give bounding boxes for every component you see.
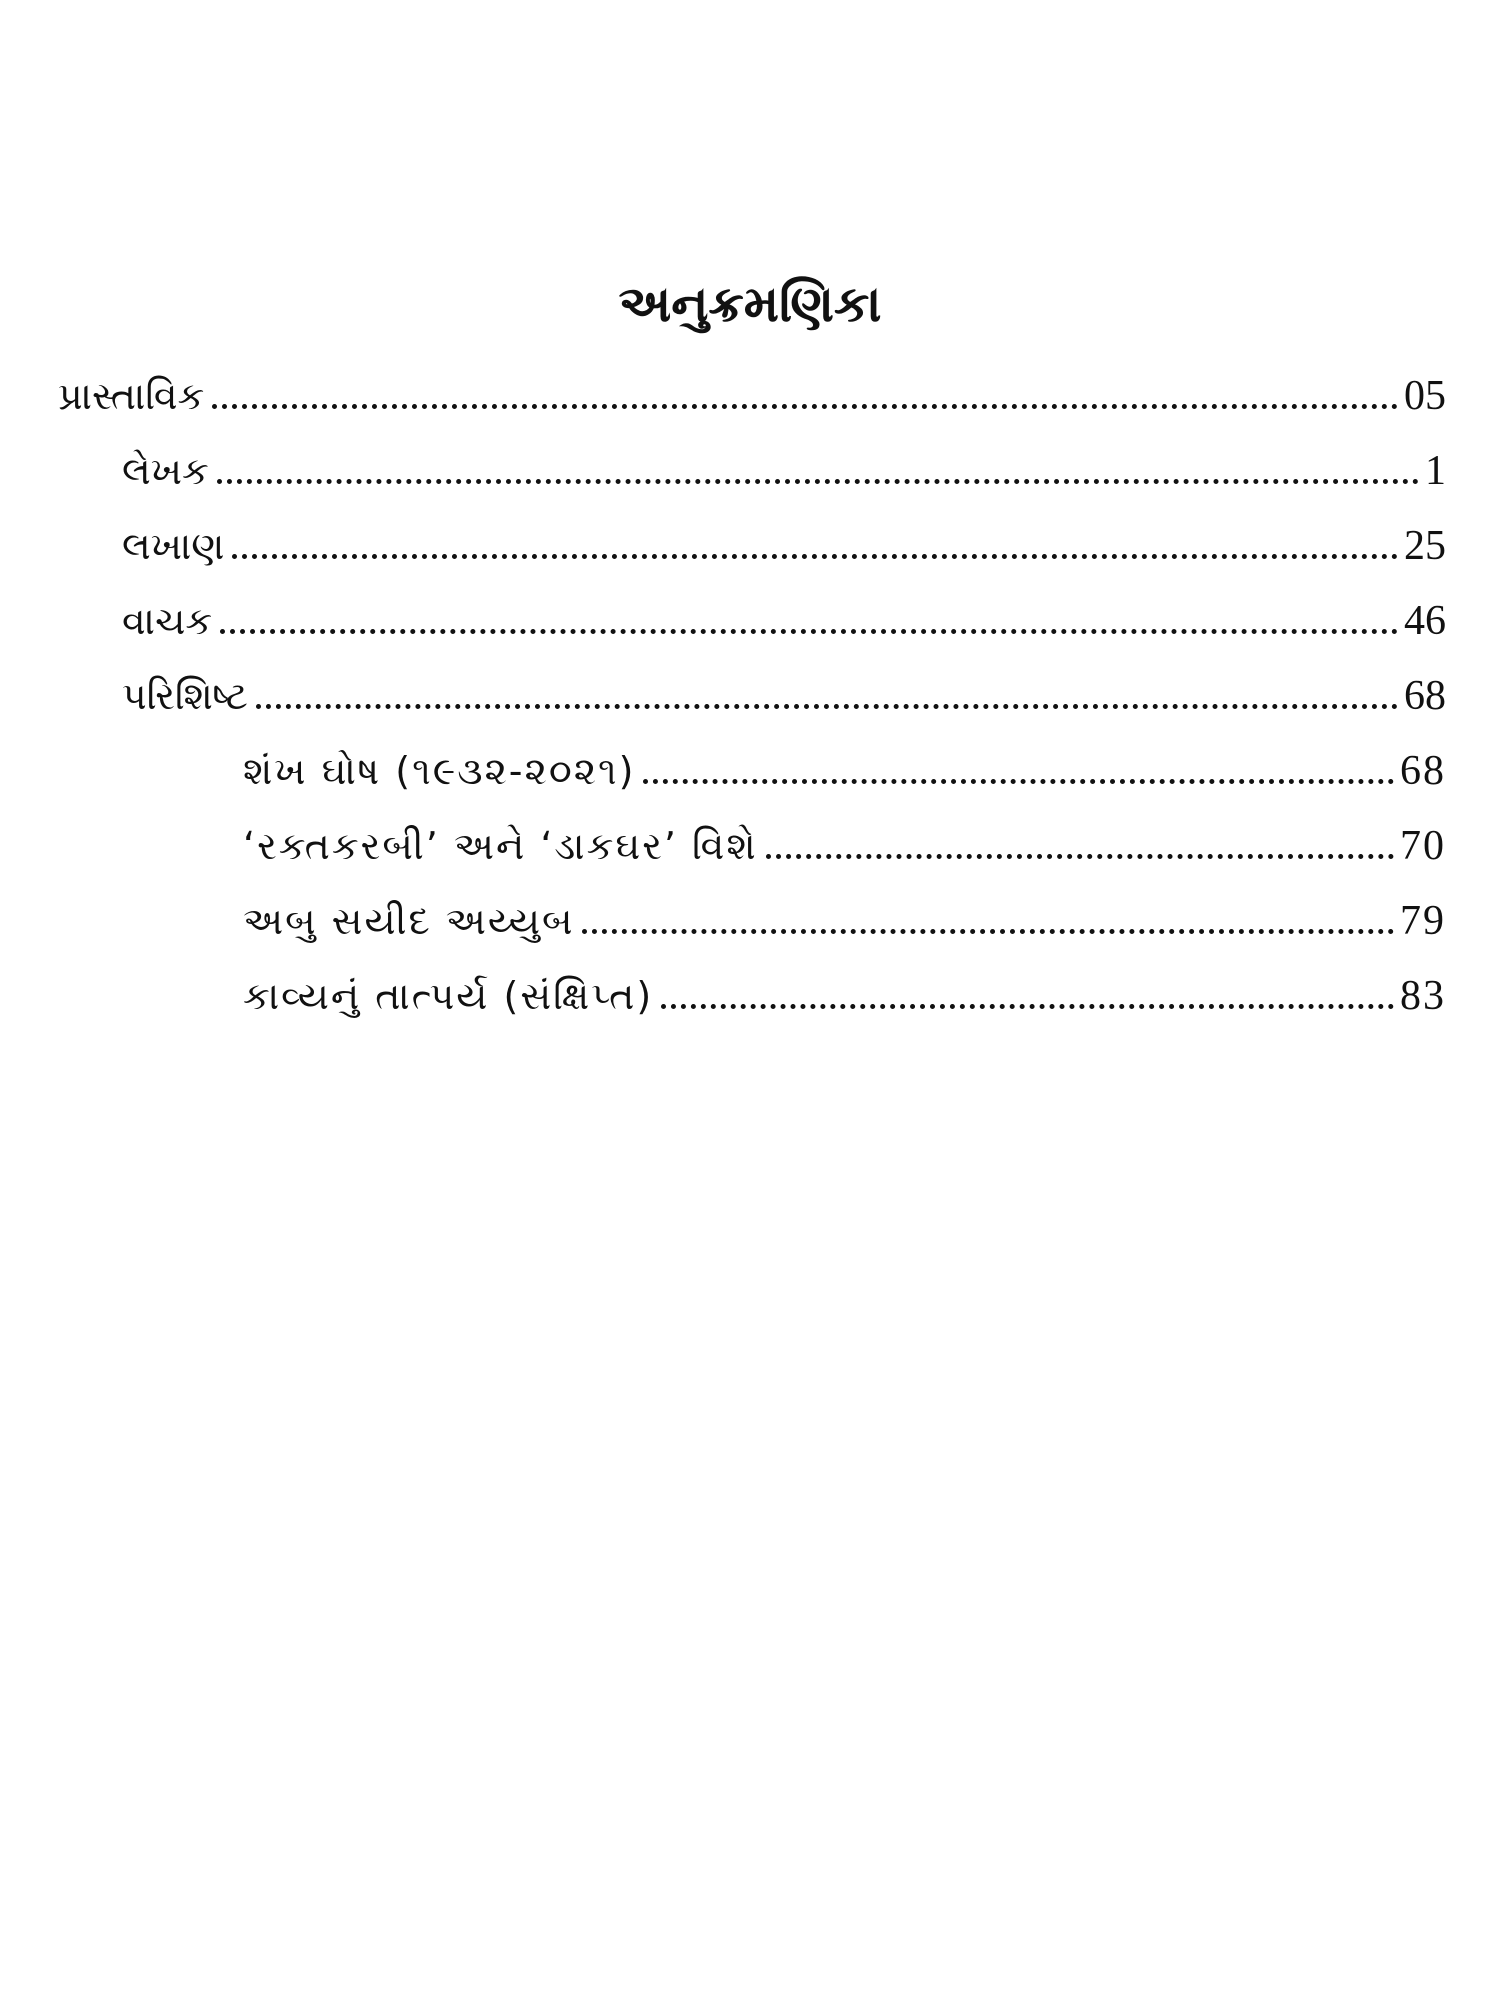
toc-entry-page: 83 <box>1400 973 1446 1019</box>
dot-leader <box>217 479 1419 484</box>
toc-entry[interactable] <box>122 590 1446 646</box>
dot-leader <box>220 629 1398 634</box>
dot-leader <box>766 854 1394 859</box>
dot-leader <box>256 704 1398 709</box>
toc-entry-page: 79 <box>1400 898 1446 944</box>
toc-entry-page: 68 <box>1400 748 1446 794</box>
toc-entry[interactable] <box>243 740 1446 796</box>
toc-entry-title: પરિશિષ્ટ <box>122 674 248 718</box>
toc-entry[interactable] <box>243 965 1446 1021</box>
toc-entry[interactable] <box>122 665 1446 721</box>
toc-entry-title: લખાણ <box>122 524 225 568</box>
toc-entry-page: 68 <box>1404 673 1446 719</box>
toc-entry-title: અબુ સયીદ અય્યુબ <box>243 899 575 943</box>
page-title: અનુક્રમણિકા <box>618 274 882 333</box>
dot-leader <box>232 554 1398 559</box>
toc-entry[interactable] <box>122 515 1446 571</box>
dot-leader <box>643 779 1394 784</box>
toc-entry-title: પ્રાસ્તાવિક <box>58 374 205 418</box>
toc-entry-page: 46 <box>1404 598 1446 644</box>
toc-entry[interactable] <box>58 365 1446 421</box>
toc-entry-title: શંખ ઘોષ (૧૯૩૨-૨૦૨૧) <box>243 749 636 793</box>
dot-leader <box>582 929 1394 934</box>
toc-entry-page: 1 <box>1425 448 1446 494</box>
toc-entry-title: ‘રક્તકરબી’ અને ‘ડાકઘર’ વિશે <box>243 824 758 868</box>
toc-entry-title: વાચક <box>122 599 213 643</box>
toc-entry-title: કાવ્યનું તાત્પર્ય (સંક્ષિપ્ત) <box>243 974 654 1018</box>
toc-entry-page: 70 <box>1400 823 1446 869</box>
toc-entry[interactable] <box>243 890 1446 946</box>
dot-leader <box>661 1004 1394 1009</box>
toc-entry[interactable] <box>243 815 1446 871</box>
toc-entry[interactable] <box>122 440 1446 496</box>
toc-entry-page: 05 <box>1404 373 1446 419</box>
toc-entry-page: 25 <box>1404 523 1446 569</box>
dot-leader <box>212 404 1398 409</box>
toc-entry-title: લેખક <box>122 449 209 493</box>
